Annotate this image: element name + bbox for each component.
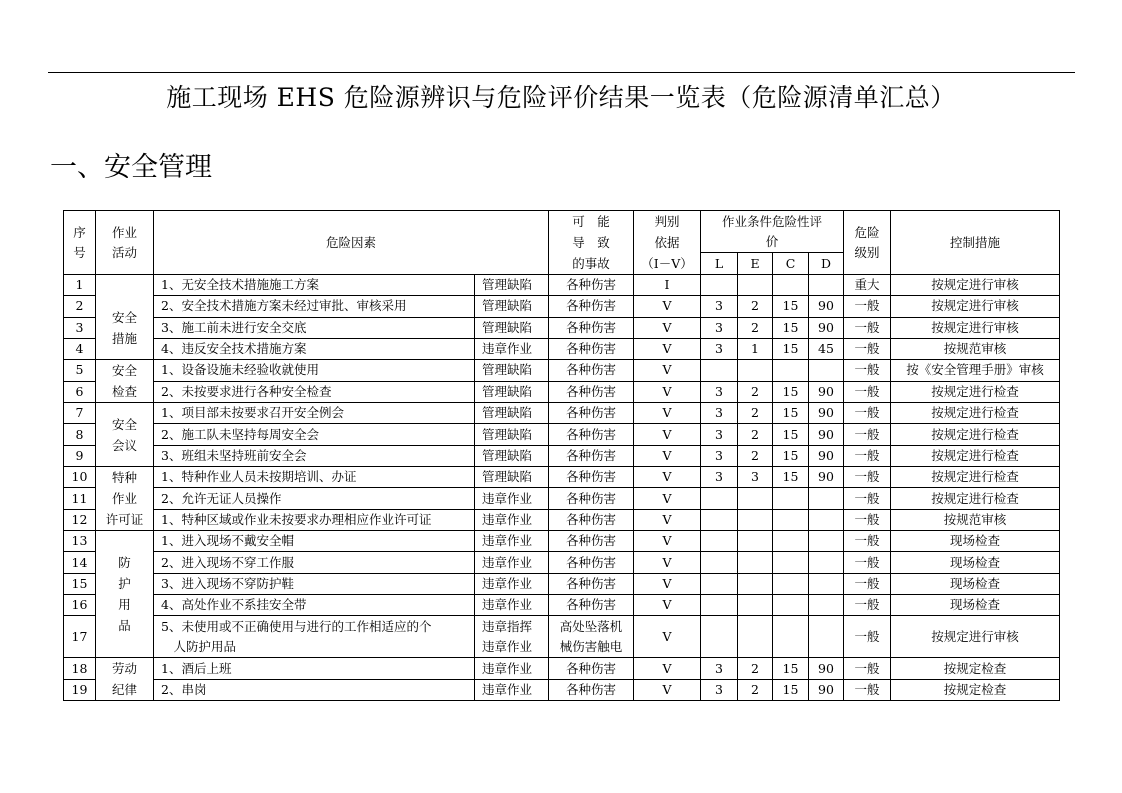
cell-L <box>701 509 738 530</box>
cell-cause: 违章作业 <box>475 594 549 615</box>
table-row <box>64 552 1060 573</box>
cell-C: 15 <box>773 403 809 424</box>
cell-control: 按规范审核 <box>891 509 1060 530</box>
cell-L: 3 <box>701 338 738 359</box>
cell-basis: V <box>634 658 701 680</box>
cell-level: 一般 <box>844 616 891 658</box>
cell-control: 按规定进行检查 <box>891 467 1060 488</box>
cell-E <box>738 360 773 382</box>
cell-accident: 各种伤害 <box>549 381 634 403</box>
cell-E <box>738 488 773 509</box>
header-C: C <box>773 253 809 275</box>
cell-accident: 各种伤害 <box>549 360 634 382</box>
cell-C: 15 <box>773 317 809 338</box>
cell-cause: 违章作业 <box>475 679 549 701</box>
hazard-table <box>63 210 1060 701</box>
cell-seq: 14 <box>64 552 96 573</box>
cell-D: 90 <box>809 658 844 680</box>
cell-E <box>738 552 773 573</box>
header-row <box>64 211 1060 253</box>
cell-cause: 违章作业 <box>475 531 549 552</box>
activity-cell: 劳动 纪律 <box>96 658 154 701</box>
cell-control: 现场检查 <box>891 531 1060 552</box>
cell-C: 15 <box>773 679 809 701</box>
cell-C <box>773 488 809 509</box>
cell-basis: V <box>634 573 701 594</box>
activity-cell: 安全 检查 <box>96 360 154 403</box>
cell-control: 按规定进行审核 <box>891 296 1060 317</box>
cell-seq: 16 <box>64 594 96 615</box>
cell-accident: 各种伤害 <box>549 552 634 573</box>
table-row <box>64 424 1060 445</box>
cell-seq: 6 <box>64 381 96 403</box>
cell-C <box>773 531 809 552</box>
cell-factor: 1、酒后上班 <box>154 658 475 680</box>
document-title: 施工现场 EHS 危险源辨识与危险评价结果一览表（危险源清单汇总） <box>166 83 956 112</box>
cell-C <box>773 594 809 615</box>
cell-level: 一般 <box>844 531 891 552</box>
cell-control: 按规定进行检查 <box>891 445 1060 466</box>
cell-seq: 17 <box>64 616 96 658</box>
cell-D: 90 <box>809 296 844 317</box>
cell-D <box>809 552 844 573</box>
cell-basis: V <box>634 360 701 382</box>
header-seq: 序 号 <box>64 211 96 275</box>
cell-E: 3 <box>738 467 773 488</box>
activity-cell: 安全 措施 <box>96 275 154 360</box>
header-factor: 危险因素 <box>154 211 549 275</box>
cell-seq: 1 <box>64 275 96 296</box>
table-row <box>64 360 1060 382</box>
cell-basis: V <box>634 679 701 701</box>
cell-L <box>701 616 738 658</box>
cell-D <box>809 616 844 658</box>
cell-level: 一般 <box>844 338 891 359</box>
cell-factor: 2、施工队未坚持每周安全会 <box>154 424 475 445</box>
cell-D <box>809 594 844 615</box>
cell-factor: 1、特种区域或作业未按要求办理相应作业许可证 <box>154 509 475 530</box>
cell-accident: 各种伤害 <box>549 445 634 466</box>
cell-level: 一般 <box>844 424 891 445</box>
cell-basis: V <box>634 296 701 317</box>
cell-factor: 2、进入现场不穿工作服 <box>154 552 475 573</box>
cell-D: 45 <box>809 338 844 359</box>
cell-basis: V <box>634 317 701 338</box>
table-row <box>64 658 1060 680</box>
cell-C <box>773 509 809 530</box>
cell-cause: 违章作业 <box>475 509 549 530</box>
cell-control: 按规定进行审核 <box>891 317 1060 338</box>
cell-D <box>809 360 844 382</box>
cell-basis: V <box>634 488 701 509</box>
table-row <box>64 531 1060 552</box>
cell-accident: 各种伤害 <box>549 573 634 594</box>
cell-E <box>738 531 773 552</box>
cell-basis: V <box>634 616 701 658</box>
cell-factor: 4、违反安全技术措施方案 <box>154 338 475 359</box>
cell-factor: 2、安全技术措施方案未经过审批、审核采用 <box>154 296 475 317</box>
cell-L <box>701 552 738 573</box>
cell-C <box>773 552 809 573</box>
cell-factor: 2、未按要求进行各种安全检查 <box>154 381 475 403</box>
cell-cause: 管理缺陷 <box>475 296 549 317</box>
cell-control: 按规定进行检查 <box>891 403 1060 424</box>
cell-cause: 违章作业 <box>475 552 549 573</box>
cell-accident: 各种伤害 <box>549 488 634 509</box>
cell-C <box>773 275 809 296</box>
cell-seq: 19 <box>64 679 96 701</box>
cell-C: 15 <box>773 445 809 466</box>
cell-L: 3 <box>701 658 738 680</box>
cell-D: 90 <box>809 403 844 424</box>
cell-seq: 9 <box>64 445 96 466</box>
table-row <box>64 381 1060 403</box>
cell-seq: 15 <box>64 573 96 594</box>
cell-seq: 3 <box>64 317 96 338</box>
cell-control: 现场检查 <box>891 594 1060 615</box>
cell-cause: 违章作业 <box>475 658 549 680</box>
header-level: 危险 级别 <box>844 211 891 275</box>
table-row <box>64 317 1060 338</box>
cell-basis: V <box>634 403 701 424</box>
cell-control: 按《安全管理手册》审核 <box>891 360 1060 382</box>
cell-factor: 5、未使用或不正确使用与进行的工作相适应的个 人防护用品 <box>154 616 475 658</box>
cell-seq: 7 <box>64 403 96 424</box>
cell-level: 一般 <box>844 679 891 701</box>
cell-accident: 各种伤害 <box>549 424 634 445</box>
cell-L: 3 <box>701 424 738 445</box>
cell-basis: V <box>634 594 701 615</box>
cell-E <box>738 594 773 615</box>
cell-factor: 2、串岗 <box>154 679 475 701</box>
cell-seq: 18 <box>64 658 96 680</box>
cell-accident: 各种伤害 <box>549 467 634 488</box>
cell-seq: 13 <box>64 531 96 552</box>
cell-accident: 各种伤害 <box>549 679 634 701</box>
cell-accident: 各种伤害 <box>549 658 634 680</box>
cell-factor: 3、施工前未进行安全交底 <box>154 317 475 338</box>
cell-L: 3 <box>701 445 738 466</box>
cell-C <box>773 360 809 382</box>
cell-level: 一般 <box>844 317 891 338</box>
cell-L <box>701 573 738 594</box>
cell-cause: 管理缺陷 <box>475 445 549 466</box>
cell-C <box>773 616 809 658</box>
cell-control: 现场检查 <box>891 552 1060 573</box>
cell-level: 一般 <box>844 296 891 317</box>
cell-control: 按规定进行审核 <box>891 275 1060 296</box>
cell-E: 2 <box>738 658 773 680</box>
header-E: E <box>738 253 773 275</box>
header-D: D <box>809 253 844 275</box>
cell-seq: 12 <box>64 509 96 530</box>
cell-E: 2 <box>738 296 773 317</box>
cell-seq: 10 <box>64 467 96 488</box>
cell-L <box>701 488 738 509</box>
cell-control: 按规定进行检查 <box>891 381 1060 403</box>
cell-cause: 管理缺陷 <box>475 467 549 488</box>
cell-level: 一般 <box>844 594 891 615</box>
activity-cell: 安全 会议 <box>96 403 154 467</box>
cell-cause: 违章指挥 违章作业 <box>475 616 549 658</box>
cell-basis: V <box>634 424 701 445</box>
cell-E: 2 <box>738 445 773 466</box>
cell-level: 重大 <box>844 275 891 296</box>
table-row <box>64 467 1060 488</box>
cell-factor: 3、班组未坚持班前安全会 <box>154 445 475 466</box>
cell-D <box>809 531 844 552</box>
cell-seq: 11 <box>64 488 96 509</box>
cell-L: 3 <box>701 381 738 403</box>
activity-cell: 防 护 用 品 <box>96 531 154 658</box>
cell-factor: 1、项目部未按要求召开安全例会 <box>154 403 475 424</box>
cell-basis: I <box>634 275 701 296</box>
cell-E <box>738 573 773 594</box>
cell-control: 按规定进行检查 <box>891 488 1060 509</box>
cell-cause: 违章作业 <box>475 488 549 509</box>
cell-D <box>809 275 844 296</box>
cell-cause: 违章作业 <box>475 338 549 359</box>
cell-cause: 违章作业 <box>475 573 549 594</box>
cell-E: 2 <box>738 679 773 701</box>
cell-accident: 各种伤害 <box>549 594 634 615</box>
table-row <box>64 594 1060 615</box>
cell-level: 一般 <box>844 403 891 424</box>
cell-factor: 3、进入现场不穿防护鞋 <box>154 573 475 594</box>
cell-cause: 管理缺陷 <box>475 275 549 296</box>
cell-D: 90 <box>809 445 844 466</box>
cell-cause: 管理缺陷 <box>475 381 549 403</box>
table-row <box>64 488 1060 509</box>
cell-control: 按规定进行检查 <box>891 424 1060 445</box>
cell-L: 3 <box>701 317 738 338</box>
cell-accident: 各种伤害 <box>549 509 634 530</box>
top-rule <box>48 72 1075 73</box>
cell-level: 一般 <box>844 552 891 573</box>
cell-factor: 1、设备设施未经验收就使用 <box>154 360 475 382</box>
cell-seq: 2 <box>64 296 96 317</box>
cell-seq: 8 <box>64 424 96 445</box>
cell-D: 90 <box>809 381 844 403</box>
cell-level: 一般 <box>844 658 891 680</box>
header-basis: 判别 依据 （I－V） <box>634 211 701 275</box>
cell-factor: 2、允许无证人员操作 <box>154 488 475 509</box>
cell-control: 按规定检查 <box>891 679 1060 701</box>
cell-L <box>701 360 738 382</box>
header-L: L <box>701 253 738 275</box>
cell-seq: 4 <box>64 338 96 359</box>
cell-E: 2 <box>738 381 773 403</box>
cell-L <box>701 275 738 296</box>
section-heading: 一、安全管理 <box>50 152 212 183</box>
cell-cause: 管理缺陷 <box>475 403 549 424</box>
cell-C: 15 <box>773 296 809 317</box>
cell-L: 3 <box>701 296 738 317</box>
header-control: 控制措施 <box>891 211 1060 275</box>
cell-C: 15 <box>773 658 809 680</box>
cell-accident: 高处坠落机 械伤害触电 <box>549 616 634 658</box>
table-row <box>64 275 1060 296</box>
cell-E <box>738 509 773 530</box>
cell-L <box>701 594 738 615</box>
cell-control: 按规定进行审核 <box>891 616 1060 658</box>
cell-E: 2 <box>738 424 773 445</box>
table-row <box>64 296 1060 317</box>
cell-accident: 各种伤害 <box>549 296 634 317</box>
table-row <box>64 573 1060 594</box>
cell-accident: 各种伤害 <box>549 275 634 296</box>
cell-seq: 5 <box>64 360 96 382</box>
cell-D <box>809 509 844 530</box>
table-row <box>64 679 1060 701</box>
cell-control: 按规范审核 <box>891 338 1060 359</box>
cell-L: 3 <box>701 403 738 424</box>
cell-cause: 管理缺陷 <box>475 360 549 382</box>
cell-basis: V <box>634 338 701 359</box>
cell-E: 2 <box>738 317 773 338</box>
table-row <box>64 403 1060 424</box>
cell-level: 一般 <box>844 488 891 509</box>
cell-accident: 各种伤害 <box>549 338 634 359</box>
cell-factor: 4、高处作业不系挂安全带 <box>154 594 475 615</box>
table-row <box>64 616 1060 658</box>
cell-E: 2 <box>738 403 773 424</box>
cell-factor: 1、特种作业人员未按期培训、办证 <box>154 467 475 488</box>
cell-factor: 1、进入现场不戴安全帽 <box>154 531 475 552</box>
cell-C: 15 <box>773 424 809 445</box>
cell-factor: 1、无安全技术措施施工方案 <box>154 275 475 296</box>
cell-L: 3 <box>701 467 738 488</box>
cell-basis: V <box>634 509 701 530</box>
cell-accident: 各种伤害 <box>549 317 634 338</box>
cell-C: 15 <box>773 338 809 359</box>
cell-basis: V <box>634 552 701 573</box>
cell-D: 90 <box>809 467 844 488</box>
cell-cause: 管理缺陷 <box>475 424 549 445</box>
cell-D: 90 <box>809 679 844 701</box>
cell-control: 按规定检查 <box>891 658 1060 680</box>
cell-basis: V <box>634 445 701 466</box>
cell-basis: V <box>634 467 701 488</box>
cell-C: 15 <box>773 467 809 488</box>
header-accident: 可 能 导 致 的事故 <box>549 211 634 275</box>
cell-basis: V <box>634 531 701 552</box>
cell-accident: 各种伤害 <box>549 531 634 552</box>
cell-level: 一般 <box>844 360 891 382</box>
cell-D: 90 <box>809 317 844 338</box>
cell-cause: 管理缺陷 <box>475 317 549 338</box>
cell-level: 一般 <box>844 381 891 403</box>
cell-control: 现场检查 <box>891 573 1060 594</box>
table-row <box>64 509 1060 530</box>
cell-L: 3 <box>701 679 738 701</box>
cell-E: 1 <box>738 338 773 359</box>
cell-E <box>738 616 773 658</box>
table-row <box>64 338 1060 359</box>
cell-level: 一般 <box>844 509 891 530</box>
cell-C: 15 <box>773 381 809 403</box>
cell-accident: 各种伤害 <box>549 403 634 424</box>
cell-level: 一般 <box>844 445 891 466</box>
cell-D: 90 <box>809 424 844 445</box>
cell-basis: V <box>634 381 701 403</box>
activity-cell: 特种 作业 许可证 <box>96 467 154 531</box>
cell-D <box>809 488 844 509</box>
cell-level: 一般 <box>844 573 891 594</box>
cell-D <box>809 573 844 594</box>
header-eval: 作业条件危险性评 价 <box>701 211 844 253</box>
header-activity: 作业 活动 <box>96 211 154 275</box>
cell-C <box>773 573 809 594</box>
cell-L <box>701 531 738 552</box>
cell-level: 一般 <box>844 467 891 488</box>
table-row <box>64 445 1060 466</box>
cell-E <box>738 275 773 296</box>
